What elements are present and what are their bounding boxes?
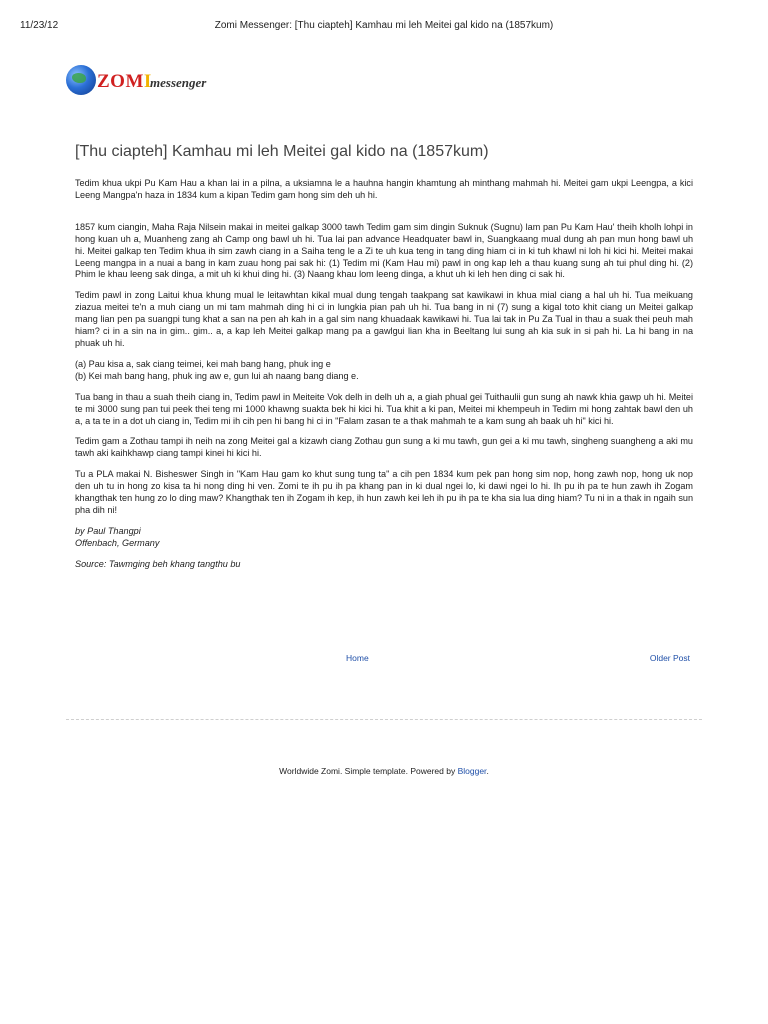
footer-divider [66,719,702,720]
logo-wordmark: ZOMI [97,71,152,92]
footer-end: . [486,766,489,776]
print-page-title: Zomi Messenger: [Thu ciapteh] Kamhau mi leh Meitei gal kido na (1857kum) [214,20,554,31]
verse-line: (a) Pau kisa a, sak ciang teimei, kei mah bang hang, phuk ing e [75,358,331,369]
post-paragraph: Tedim gam a Zothau tampi ih neih na zong Meitei gal a kizawh ciang Zothau gun sung a ki mu tawh, gun gei a ki mu tawh, singheng suangheng a aki mu tawh aki kaihkhawp ciang tampi kinei hi kici hi. [75,436,693,459]
footer [0,766,768,776]
home-link[interactable]: Home [346,653,369,663]
post-paragraph: 1857 kum ciangin, Maha Raja Nilsein makai in meitei galkap 3000 tawh Tedim gam sim dingin Suknuk (Sugnu) lam pan Pu Kam Hau' theih kholh lohpi in hong kuan uh a, Muanheng zang ah Camp ong bawl uh hi. Tua lai pan advance Headquater bawl in, Suangkaang mual dung ah pan mun hong bawl uh hi. Meitei galkap ten Tedim khua ih sim zawh ciang in a Saiha teng le a Zi te uh kua teng in tang ding hiam ci in ki tuh khawl ni loh hi kici hi. Meitei makai Leeng mangpa in a nuai a bang in kam zuau hong pai sak hi: (1) Tedim mi (Kam Hau mi) pawl in ong kap leh a thau kuang sung ah tui phul ding hi. (2) Phim le khau leeng sak dinga, a mit uh ki khui ding hi. (3) Naang khau lom leeng dinga, a khut uh ki leh hen ding ci sak hi. [75,221,693,280]
post-paragraph: Tedim pawl in zong Laitui khua khung mual le leitawhtan kikal mual dung tengah taakpang sat kawikawi in khua mial ciang a hal uh hi. Tua meikuang ziazua meitei te'n a muh ciang un mi tam mahmah ding hi ci in lungkia pian pah uh hi. Tua bang in ni (7) sung a kigal toto khit ciang un Meitei galkap mang lian pen pa suangpi tung khat a san na pen ah kah in a gal sim nang khuadaak kawikawi hi. Tua lai tak in Pu Za Tual in thau a suak thei peuh mah hiam? ci in a sin na in gim.. gim.. a, a kap leh Meitei galkap mang pa a gawlgui lian kha in Beeltang lui sung ah kia suk in si pah hi. La hi bang in na phuak uh hi. [75,290,693,348]
post-title: [Thu ciapteh] Kamhau mi leh Meitei gal kido na (1857kum) [75,142,489,160]
blogger-link[interactable]: Blogger [457,766,487,776]
footer-text: Worldwide Zomi. Simple template. Powered by [279,766,458,776]
verse-line: (b) Kei mah bang hang, phuk ing aw e, gun lui ah naang bang diang e. [75,370,359,381]
site-logo[interactable] [66,65,216,99]
post-paragraph: Tedim khua ukpi Pu Kam Hau a khan lai in a pilna, a uksiamna le a hauhna hangin khamtung ah minthang mahmah hi. Meitei gam ukpi Leengpa, a kici Leeng Mangpa'n haza in 1834 kum a kipan Tedim gam hong sim deh uh hi. [75,178,693,200]
post-body [75,178,693,580]
post-location: Offenbach, Germany [75,537,160,548]
older-post-link[interactable]: Older Post [649,653,690,663]
print-header [0,20,768,34]
logo-subword: messenger [150,75,207,90]
post-paragraph: Tu a PLA makai N. Bisheswer Singh in "Kam Hau gam ko khut sung tung ta" a cih pen 1834 kum pek pan hong sim nop, hong zawh nop, hong uk nop den uh tu in hong zo kisa ta hi nong ding hi ven. Zomi te ih pu ih pa khang pan in ki dual ngei lo, ki dawi ngei lo hi. Ih pu ih pa te hun zawh ih Zogam khangthak ten hung zo lo ding maw? Khangthak ten ih Zogam ih kep, ih hun zawh kei leh ih pu ih pa te kha sia lua ding hiam? Tu ni in a thak in ngaih sun pha dih ni! [75,469,693,515]
post-paragraph: Tua bang in thau a suah theih ciang in, Tedim pawl in Meiteite Vok delh in delh uh a, a giah phual gei Tuithaulii gun sung ah nawk khia gawp uh hi. Meitei te mi 3000 sung pan tui peek thei teng mi 1000 khawng suakta bek hi kici hi. Tua khit a ki pan, Meitei mi khempeuh in Tedim mi hong zahtak bawl den uh a, a ta te in a dot uh ciang in, Tedim mi ih cih pen hi bang hi ci in "Falam zasan te a thak mahmah te a kam sung ah baak uh hi" kici hi. [75,391,693,426]
post-source: Source: Tawmging beh khang tangthu bu [75,558,241,569]
print-date: 11/23/12 [20,20,59,31]
post-author: by Paul Thangpi [75,525,141,536]
globe-icon [66,65,96,95]
